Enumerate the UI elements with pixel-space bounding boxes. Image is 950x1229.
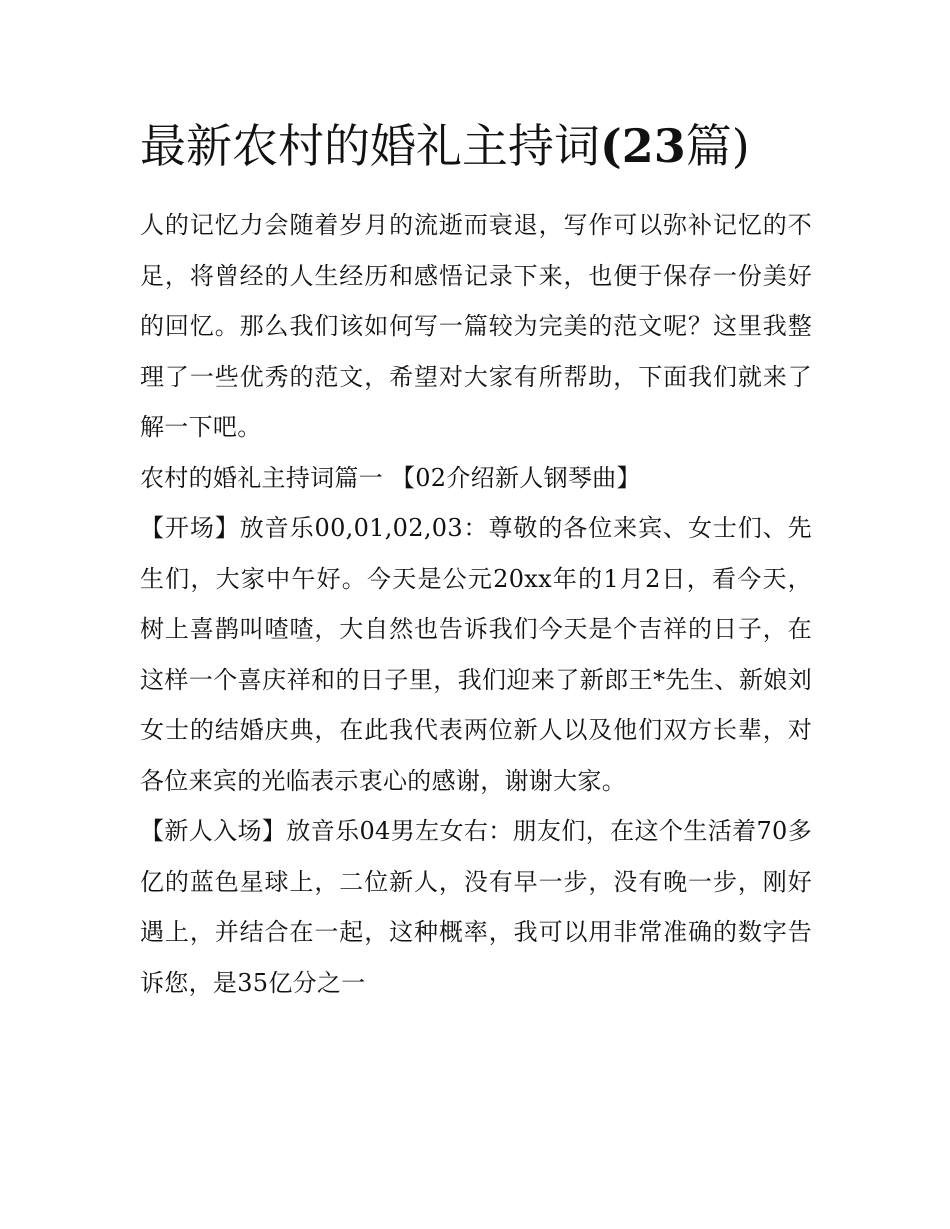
title-count: (23 — [600, 119, 686, 173]
entrance-paragraph: 【新人入场】放音乐04男左女右：朋友们，在这个生活着70多亿的蓝色星球上，二位新人，没有早一步，没有晚一步，刚好遇上，并结合在一起，这种概率，我可以用非常准确的数字告诉您，是35亿分之一 — [140, 817, 812, 997]
opening-paragraph: 【开场】放音乐00,01,02,03：尊敬的各位来宾、女士们、先生们，大家中午好。今天是公元20xx年的1月2日，看今天，树上喜鹊叫喳喳，大自然也告诉我们今天是个吉祥的日子，在这样一个喜庆祥和的日子里，我们迎来了新郎王*先生、新娘刘女士的结婚庆典，在此我代表两位新人以及他们双方长辈，对各位来宾的光临表示衷心的感谢，谢谢大家。 — [140, 514, 812, 795]
title-suffix: 篇) — [685, 119, 750, 173]
document-body — [140, 200, 812, 1008]
page-title — [140, 116, 840, 176]
intro-paragraph: 人的记忆力会随着岁月的流逝而衰退，写作可以弥补记忆的不足，将曾经的人生经历和感悟记录下来，也便于保存一份美好的回忆。那么我们该如何写一篇较为完美的范文呢？这里我整理了一些优秀的范文，希望对大家有所帮助，下面我们就来了解一下吧。 — [140, 211, 812, 441]
title-text: 最新农村的婚礼主持词 — [140, 119, 600, 173]
section-heading: 农村的婚礼主持词篇一 【02介绍新人钢琴曲】 — [140, 463, 641, 492]
